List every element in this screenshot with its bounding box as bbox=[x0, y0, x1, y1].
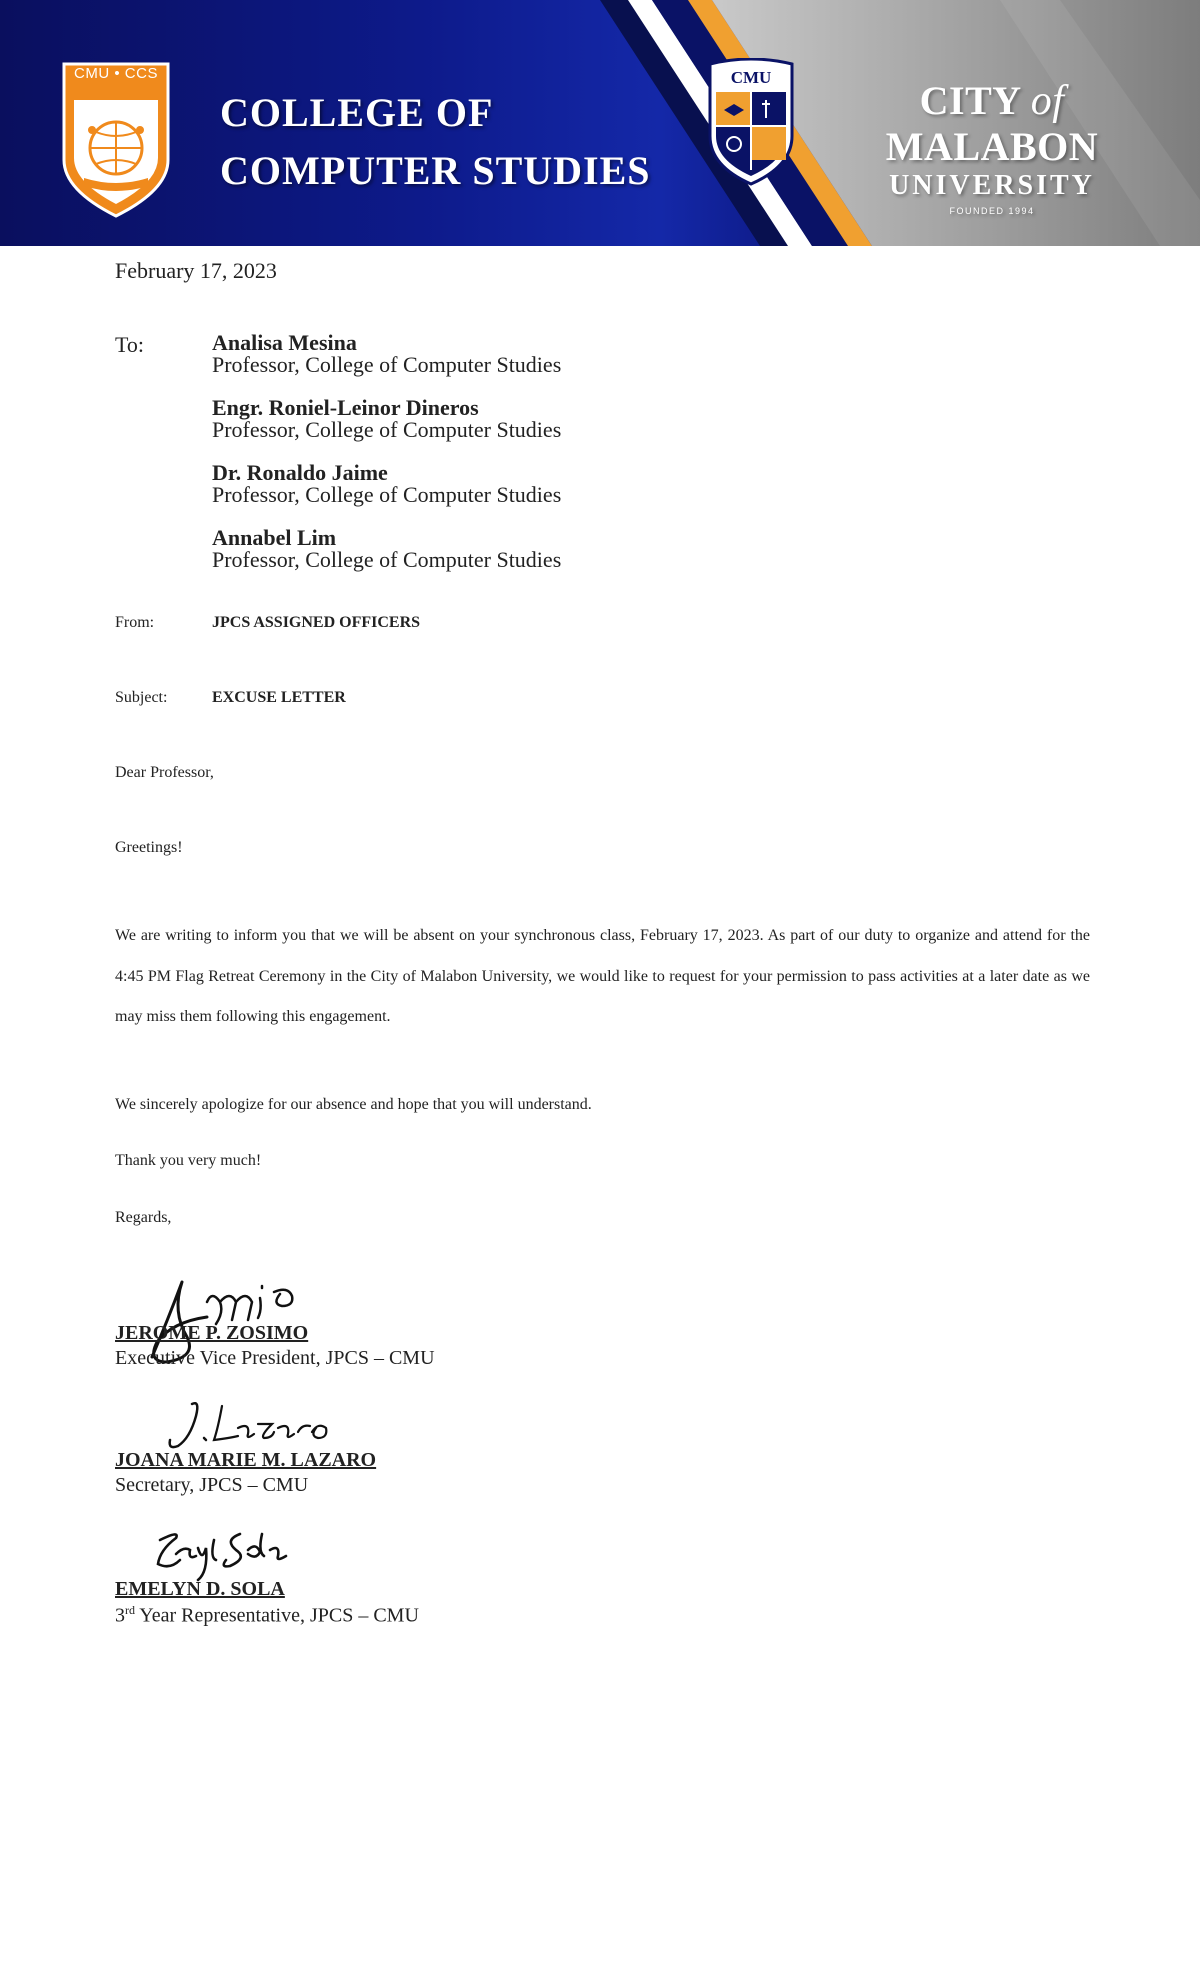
to-label: To: bbox=[115, 332, 145, 357]
recipient bbox=[212, 397, 561, 441]
college-title-line2: COMPUTER STUDIES bbox=[220, 148, 651, 193]
signatory-title-sup: rd bbox=[125, 1603, 135, 1617]
recipient-name: Analisa Mesina bbox=[212, 330, 357, 355]
recipient-name: Annabel Lim bbox=[212, 525, 337, 550]
university-name bbox=[812, 78, 1172, 170]
body-paragraph-1: We are writing to inform you that we will be absent on your synchronous class, February 17, 2023. As part of our duty to organize and attend for the 4:45 PM Flag Retreat Ceremony in the City of Malabon University, we would like to request for your permission to pass activities at a later date as we may miss them following this engagement. bbox=[115, 927, 1090, 1025]
recipient-role: Professor, College of Computer Studies bbox=[212, 417, 562, 442]
recipient-name: Dr. Ronaldo Jaime bbox=[212, 460, 388, 485]
university-name-city: CITY bbox=[919, 78, 1021, 123]
from-label: From: bbox=[115, 614, 155, 631]
college-title bbox=[220, 84, 651, 200]
crest-label: CMU bbox=[730, 68, 772, 87]
recipient-name: Engr. Roniel-Leinor Dineros bbox=[212, 395, 479, 420]
recipient-role: Professor, College of Computer Studies bbox=[212, 352, 562, 377]
subject-value: EXCUSE LETTER bbox=[212, 689, 346, 706]
signatory-name: EMELYN D. SOLA bbox=[115, 1578, 285, 1600]
signatory-title bbox=[115, 1603, 419, 1628]
recipient bbox=[212, 332, 561, 376]
ccs-badge-text: CMU • CCS bbox=[74, 65, 158, 82]
letter-date: February 17, 2023 bbox=[115, 258, 277, 283]
recipient-role: Professor, College of Computer Studies bbox=[212, 547, 562, 572]
signatory-name: JOANA MARIE M. LAZARO bbox=[115, 1449, 377, 1471]
closing: Regards, bbox=[115, 1209, 172, 1226]
body-paragraph-3: Thank you very much! bbox=[115, 1152, 262, 1169]
university-name-malabon: MALABON bbox=[885, 124, 1099, 169]
recipient bbox=[212, 462, 561, 506]
from-value: JPCS ASSIGNED OFFICERS bbox=[212, 614, 421, 631]
university-founded: FOUNDED 1994 bbox=[949, 206, 1035, 216]
signatory-name: JEROME P. ZOSIMO bbox=[115, 1322, 309, 1344]
university-subtitle: UNIVERSITY bbox=[889, 170, 1095, 201]
university-wordmark bbox=[812, 78, 1172, 216]
college-title-line1: COLLEGE OF bbox=[220, 90, 494, 135]
recipient-role: Professor, College of Computer Studies bbox=[212, 482, 562, 507]
university-name-of: of bbox=[1030, 78, 1065, 124]
salutation: Dear Professor, bbox=[115, 764, 214, 781]
greeting: Greetings! bbox=[115, 839, 183, 856]
body-paragraph-2: We sincerely apologize for our absence and hope that you will understand. bbox=[115, 1096, 592, 1113]
signatory-title-rest: Year Representative, JPCS – CMU bbox=[135, 1604, 419, 1627]
signatory-title: Secretary, JPCS – CMU bbox=[115, 1474, 309, 1496]
recipient bbox=[212, 527, 561, 571]
signatory-title: Executive Vice President, JPCS – CMU bbox=[115, 1347, 435, 1369]
recipient-list bbox=[212, 332, 561, 592]
signatory-title-ordinal: 3 bbox=[115, 1604, 125, 1627]
header-banner bbox=[0, 0, 1200, 246]
ccs-logo-icon bbox=[62, 60, 170, 218]
subject-label: Subject: bbox=[115, 689, 168, 706]
